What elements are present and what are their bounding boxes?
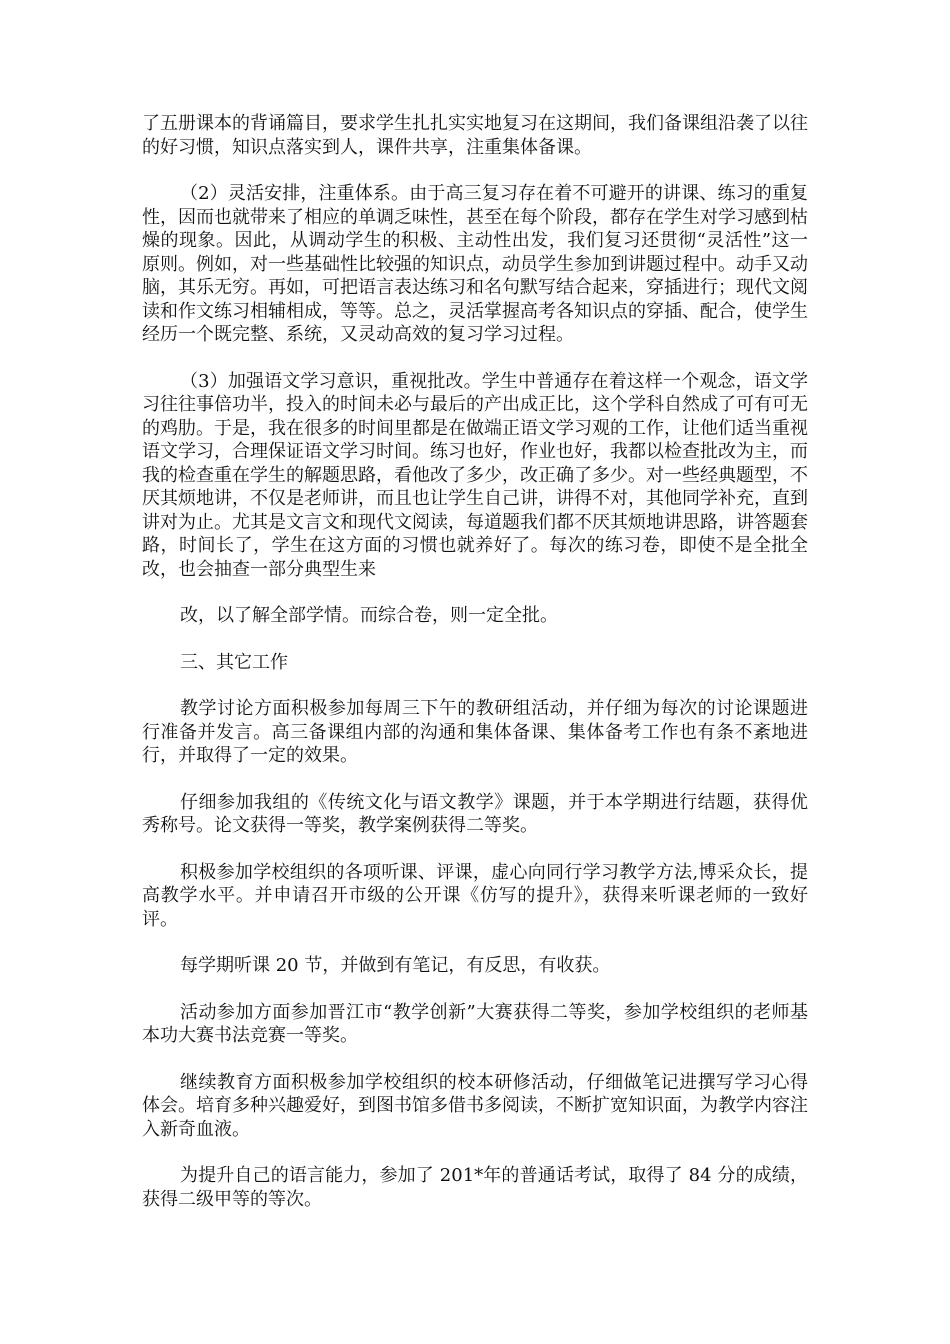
paragraph-correction-note: 改，以了解全部学情。而综合卷，则一定全批。 — [180, 605, 558, 626]
paragraph-research-project: 仔细参加我组的《传统文化与语文教学》课题，并于本学期进行结题，获得优秀称号。论文获得一等奖，教学案例获得二等奖。 — [142, 791, 808, 836]
paragraph-continuing-education: 继续教育方面积极参加学校组织的校本研修活动，仔细做笔记进撰写学习心得体会。培育多种兴趣爱好，到图书馆多借书多阅读，不断扩宽知识面，为教学内容注入新奇血液。 — [142, 1071, 808, 1140]
document-page — [142, 112, 808, 1234]
paragraph-strengthen-awareness: （3）加强语文学习意识，重视批改。学生中普通存在着这样一个观念，语文学习往往事倍功半，投入的时间未必与最后的产出成正比，这个学科自然成了可有可无的鸡肋。于是，我在很多的时间里都是在做端正语文学习观的工作，让他们适当重视语文学习，合理保证语文学习时间。练习也好，作业也好，我都以检查批改为主，而我的检查重在学生的解题思路，看他改了多少，改正确了多少。对一些经典题型，不厌其烦地讲，不仅是老师讲，而且也让学生自己讲，讲得不对，其他同学补充，直到讲对为止。尤其是文言文和现代文阅读，每道题我们都不厌其烦地讲思路，讲答题套路，时间长了，学生在这方面的习惯也就养好了。每次的练习卷，即使不是全批全改，也会抽查一部分典型生来 — [142, 370, 808, 580]
paragraph-flexible-arrangement: （2）灵活安排，注重体系。由于高三复习存在着不可避开的讲课、练习的重复性，因而也就带来了相应的单调乏味性，甚至在每个阶段，都存在学生对学习感到枯燥的现象。因此，从调动学生的积极、主动性出发，我们复习还贯彻“灵活性”这一原则。例如，对一些基础性比较强的知识点，动员学生参加到讲题过程中。动手又动脑，其乐无穷。再如，可把语言表达练习和名句默写结合起来，穿插进行；现代文阅读和作文练习相辅相成，等等。总之，灵活掌握高考各知识点的穿插、配合，使学生经历一个既完整、系统，又灵动高效的复习学习过程。 — [142, 183, 808, 345]
paragraph-mandarin-exam: 为提升自己的语言能力，参加了 201*年的普通话考试，取得了 84 分的成绩，获得二级甲等的等次。 — [142, 1165, 808, 1210]
paragraph-teaching-discussion: 教学讨论方面积极参加每周三下午的教研组活动，并仔细为每次的讨论课题进行准备并发言。高三备课组内部的沟通和集体备课、集体备考工作也有条不紊地进行，并取得了一定的效果。 — [142, 698, 808, 766]
paragraph-competitions: 活动参加方面参加晋江市“教学创新”大赛获得二等奖，参加学校组织的老师基本功大赛书法竞赛一等奖。 — [142, 1001, 808, 1046]
paragraph-lesson-observation: 积极参加学校组织的各项听课、评课，虚心向同行学习教学方法,博采众长，提高教学水平。并申请召开市级的公开课《仿写的提升》，获得来听课老师的一致好评。 — [142, 861, 808, 930]
paragraph-lessons-attended: 每学期听课 20 节，并做到有笔记，有反思，有收获。 — [180, 955, 611, 976]
section-heading-other-work: 三、其它工作 — [180, 651, 288, 673]
paragraph-continuation: 了五册课本的背诵篇目，要求学生扎扎实实地复习在这期间，我们备课组沿袭了以往的好习惯，知识点落实到人，课件共享，注重集体备课。 — [142, 113, 808, 158]
